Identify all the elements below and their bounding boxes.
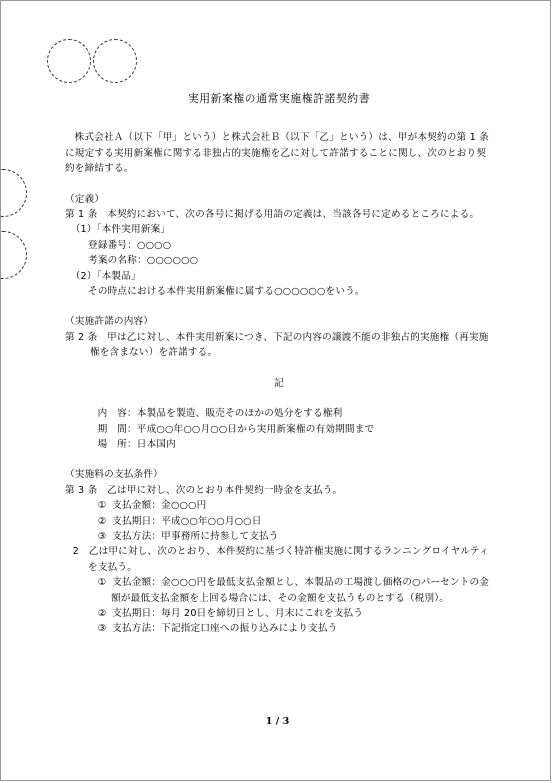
punch-hole-mark xyxy=(0,231,27,279)
section-heading: （実施料の支払条件） xyxy=(65,469,163,481)
document-body xyxy=(65,91,493,637)
section-heading: （定義） xyxy=(65,193,105,205)
punch-hole-mark xyxy=(93,39,137,83)
list-item-text: 支払方法：甲事務所に持参して支払う xyxy=(112,530,279,542)
license-term-row: 場 所：日本国内 xyxy=(97,438,176,450)
spacer xyxy=(65,452,493,467)
list-item xyxy=(65,621,493,636)
list-item xyxy=(65,606,493,621)
definition-item-label: （1）「本件実用新案」 xyxy=(70,224,171,236)
list-item-text: 支払金額：金○○○円を最低支払金額とし、本製品の工場渡し価格の○パーセントの金額が最低支払金額を上回る場合には、その金額を支払うものとする（税別）。 xyxy=(111,577,490,604)
circled-number: ③ xyxy=(97,623,107,635)
spacer xyxy=(65,391,493,406)
spacer xyxy=(65,299,493,314)
punch-hole-mark xyxy=(0,169,27,217)
list-item-text: 支払方法：下記指定口座への振り込みにより支払う xyxy=(112,623,338,635)
intro-paragraph: 株式会社Ａ（以下「甲」という）と株式会社Ｂ（以下「乙」という）は、甲が本契約の第 1 条に規定する実用新案権に関する非独占的実施権を乙に対して許諾することに関し、次のとおり契約を締結する。 xyxy=(65,132,489,175)
list-item-text: 支払期日：毎月 20日を締切日とし、月末にこれを支払う xyxy=(112,607,364,619)
article-text: 第 2 条 甲は乙に対し、本件実用新案につき、下記の内容の譲渡不能の非独占的実施権（再実施権を含まない）を許諾する。 xyxy=(65,331,489,359)
definition-detail: その時点における本件実用新案権に属する○○○○○○をいう。 xyxy=(88,286,365,298)
circled-number: ② xyxy=(97,515,107,527)
list-item-text: 支払金額：金○○○円 xyxy=(112,500,207,512)
definition-detail: 登録番号：○○○○ xyxy=(88,239,172,251)
paragraph-2: 2 乙は甲に対し、次のとおり、本件契約に基づく特許権実施に関するランニングロイヤルティを支払う。 xyxy=(72,546,489,573)
section-heading: （実施許諾の内容） xyxy=(65,316,154,328)
definition-item-label: （2）「本製品」 xyxy=(70,270,141,282)
circled-number: ③ xyxy=(97,530,107,542)
ki-marker: 記 xyxy=(274,377,284,389)
circled-number: ② xyxy=(97,607,107,619)
article-text: 第 1 条 本契約において、次の各号に掲げる用語の定義は、当該各号に定めるところによる。 xyxy=(65,209,480,221)
license-term-row: 期 間：平成○○年○○月○○日から実用新案権の有効期間まで xyxy=(97,423,375,435)
list-item xyxy=(65,514,493,529)
article-text: 第 3 条 乙は甲に対し、次のとおり本件契約一時金を支払う。 xyxy=(65,484,343,496)
circled-number: ① xyxy=(97,500,107,512)
spacer xyxy=(65,361,493,376)
circled-number: ① xyxy=(97,577,107,589)
list-item xyxy=(65,575,493,606)
license-term-row: 内 容：本製品を製造、販売そのほかの処分をする権利 xyxy=(97,408,343,420)
list-item xyxy=(65,498,493,513)
document-title: 実用新案権の通常実施権許諾契約書 xyxy=(187,92,371,105)
list-item-text: 支払期日：平成○○年○○月○○日 xyxy=(112,515,262,527)
list-item xyxy=(65,529,493,544)
page-number: 1 / 3 xyxy=(265,716,290,727)
punch-hole-mark xyxy=(47,39,91,83)
definition-detail: 考案の名称：○○○○○○ xyxy=(88,255,199,267)
spacer xyxy=(65,177,493,192)
